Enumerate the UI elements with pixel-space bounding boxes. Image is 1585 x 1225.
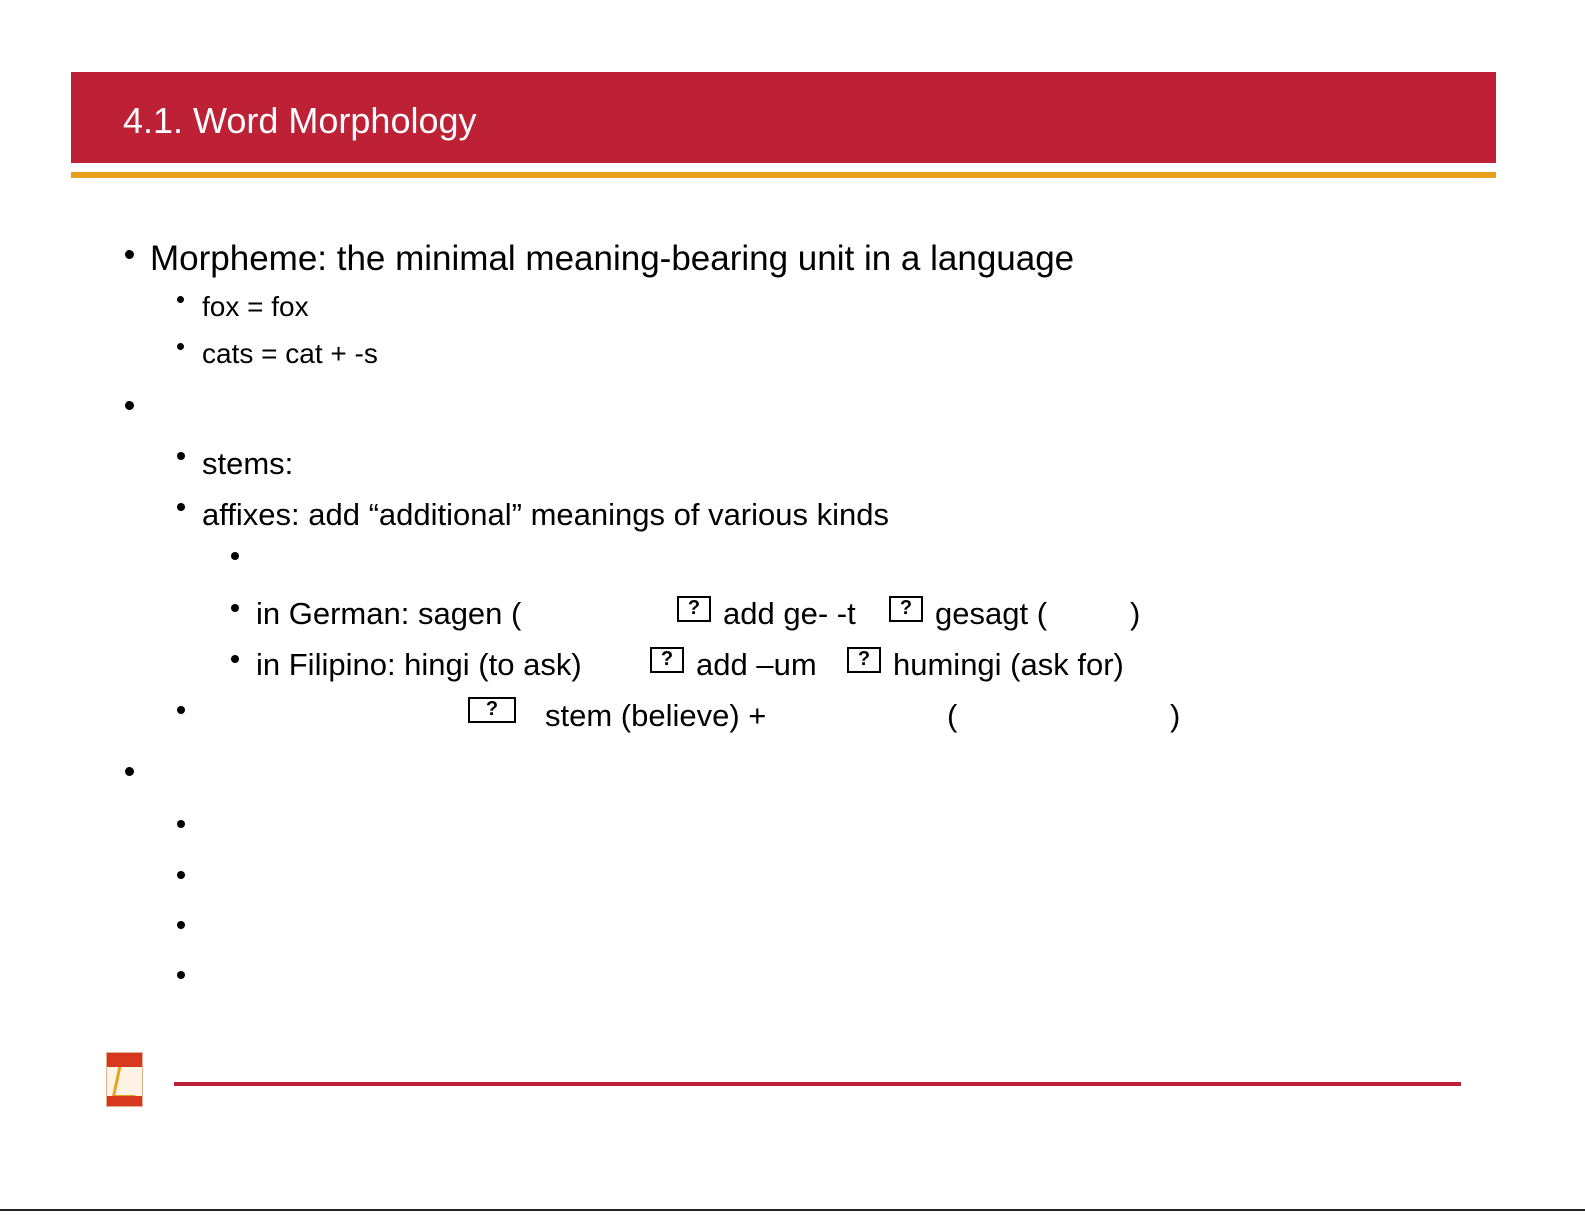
bullet-dot bbox=[177, 706, 185, 714]
bullet-dot bbox=[231, 655, 239, 663]
example-filipino-symbol-2 bbox=[841, 649, 887, 680]
footer-rule bbox=[174, 1082, 1461, 1086]
bullet-dot bbox=[177, 871, 185, 879]
example-german-symbol-2 bbox=[883, 598, 929, 629]
logo-bottom-band bbox=[107, 1096, 142, 1106]
bullet-example-cats: cats = cat + -s bbox=[202, 338, 378, 369]
university-logo bbox=[106, 1052, 143, 1107]
logo-mark-icon bbox=[112, 1067, 142, 1098]
bullet-dot bbox=[177, 296, 184, 303]
bullet-dot bbox=[231, 552, 239, 560]
page-bottom-edge bbox=[0, 1209, 1585, 1211]
missing-glyph-icon: ? bbox=[650, 647, 684, 673]
logo-top-band bbox=[107, 1053, 142, 1067]
missing-glyph-icon: ? bbox=[847, 647, 881, 673]
example-german-part2: add ge- -t bbox=[723, 596, 856, 631]
bullet-morpheme-definition: Morpheme: the minimal meaning-bearing unit in a language bbox=[150, 239, 1075, 278]
bullet-dot bbox=[177, 820, 185, 828]
example-german-part3: gesagt ( bbox=[935, 596, 1048, 631]
example-filipino-part3: humingi (ask for) bbox=[893, 647, 1124, 682]
bullet-dot bbox=[177, 503, 185, 511]
title-bar bbox=[71, 72, 1496, 163]
example-filipino-symbol-1 bbox=[644, 649, 690, 680]
example-german-part1: in German: sagen ( bbox=[256, 596, 522, 631]
example-german-symbol-1 bbox=[671, 598, 717, 629]
example-filipino-part2: add –um bbox=[696, 647, 817, 682]
slide-title: 4.1. Word Morphology bbox=[123, 100, 477, 141]
bullet-affixes: affixes: add “additional” meanings of various kinds bbox=[202, 497, 889, 532]
bullet-stems: stems: bbox=[202, 446, 294, 481]
example-stem-part1: stem (believe) + bbox=[545, 698, 767, 733]
example-stem-part2: ( bbox=[947, 698, 958, 733]
missing-glyph-icon: ? bbox=[468, 697, 516, 723]
bullet-dot bbox=[177, 971, 185, 979]
bullet-example-fox: fox = fox bbox=[202, 291, 309, 322]
missing-glyph-icon: ? bbox=[889, 596, 923, 622]
title-underline bbox=[71, 172, 1496, 178]
example-german-part4: ) bbox=[1130, 596, 1141, 631]
bullet-dot bbox=[177, 452, 185, 460]
bullet-dot bbox=[125, 767, 134, 776]
missing-glyph-icon: ? bbox=[677, 596, 711, 622]
example-filipino-part1: in Filipino: hingi (to ask) bbox=[256, 647, 582, 682]
bullet-dot bbox=[125, 401, 134, 410]
example-stem-part3: ) bbox=[1170, 698, 1181, 733]
bullet-dot bbox=[177, 343, 184, 350]
example-stem-symbol bbox=[462, 699, 522, 730]
bullet-dot bbox=[231, 604, 239, 612]
bullet-dot bbox=[125, 250, 134, 259]
bullet-dot bbox=[177, 921, 185, 929]
